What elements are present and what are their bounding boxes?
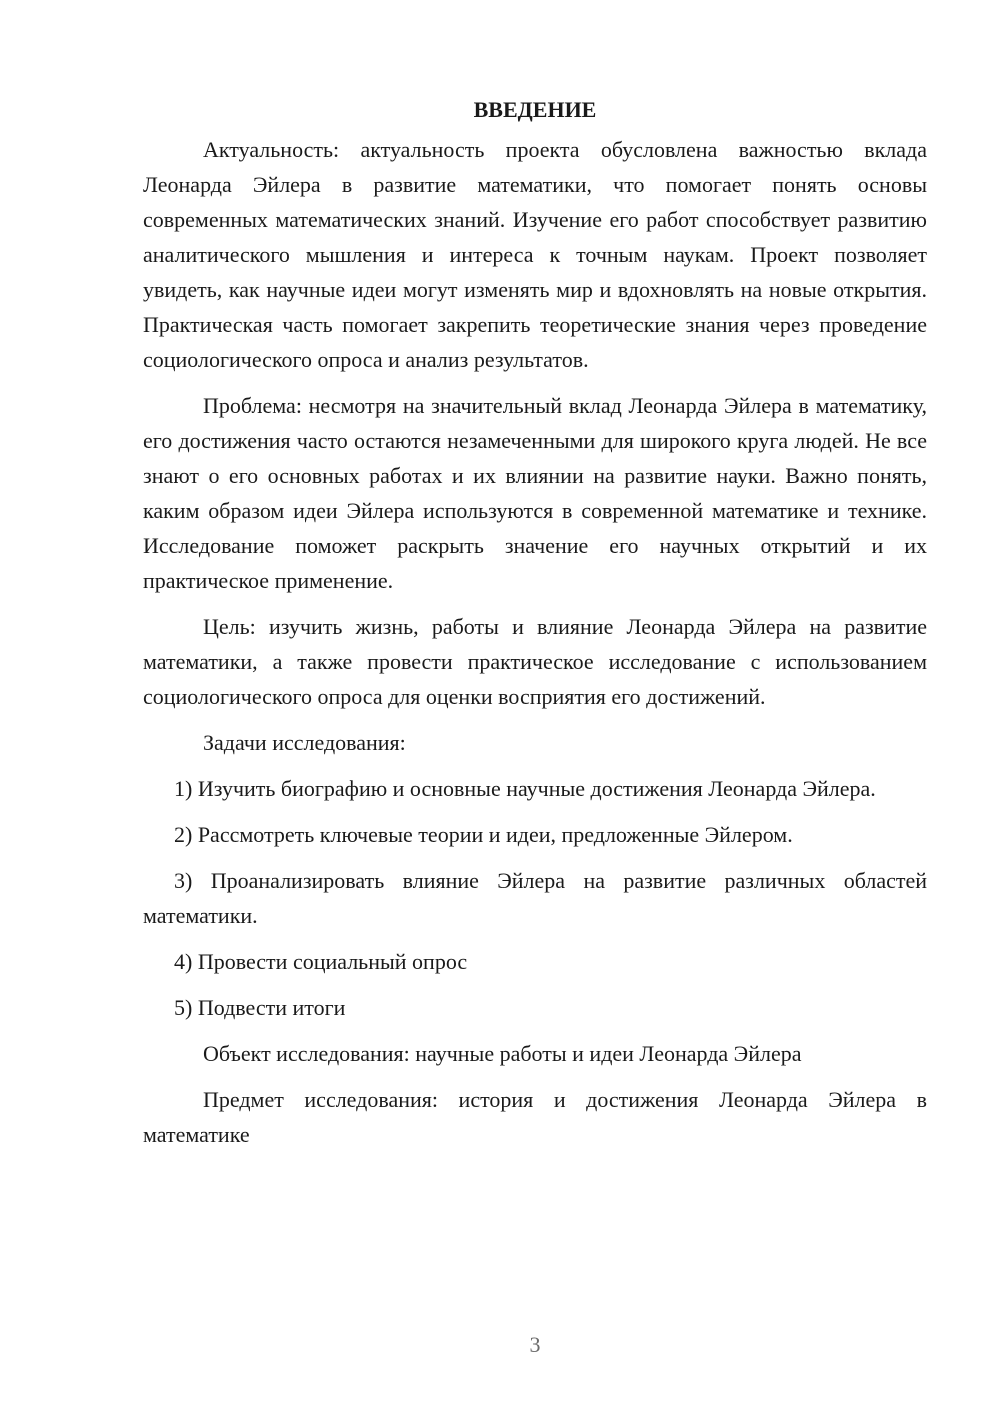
task-item-1: 1) Изучить биографию и основные научные достижения Леонарда Эйлера. [174,776,876,801]
task-item-4: 4) Провести социальный опрос [174,949,468,974]
document-body [143,92,927,1152]
task-item-2: 2) Рассмотреть ключевые теории и идеи, предложенные Эйлером. [174,822,793,847]
task-item-5: 5) Подвести итоги [174,995,346,1020]
goal-paragraph: Цель: изучить жизнь, работы и влияние Леонарда Эйлера на развитие математики, а также провести практическое исследование с использованием социологического опроса для оценки восприятия его достижений. [143,614,927,709]
problem-paragraph: Проблема: несмотря на значительный вклад Леонарда Эйлера в математику, его достижения часто остаются незамеченными для широкого круга людей. Не все знают о его основных работах и их влиянии на развитие науки. Важно понять, каким образом идеи Эйлера используются в современной математике и технике. Исследование поможет раскрыть значение его научных открытий и их практическое применение. [143,393,927,593]
task-item-3: 3) Проанализировать влияние Эйлера на развитие различных областей математики. [143,868,927,928]
tasks-heading: Задачи исследования: [203,730,406,755]
page-number: 3 [529,1332,541,1357]
subject-paragraph: Предмет исследования: история и достижения Леонарда Эйлера в математике [143,1087,927,1147]
object-paragraph: Объект исследования: научные работы и идеи Леонарда Эйлера [203,1041,802,1066]
section-heading: ВВЕДЕНИЕ [473,97,597,122]
relevance-paragraph: Актуальность: актуальность проекта обусловлена важностью вклада Леонарда Эйлера в развитие математики, что помогает понять основы современных математических знаний. Изучение его работ способствует развитию аналитического мышления и интереса к точным наукам. Проект позволяет увидеть, как научные идеи могут изменять мир и вдохновлять на новые открытия. Практическая часть помогает закрепить теоретические знания через проведение социологического опроса и анализ результатов. [143,137,927,372]
